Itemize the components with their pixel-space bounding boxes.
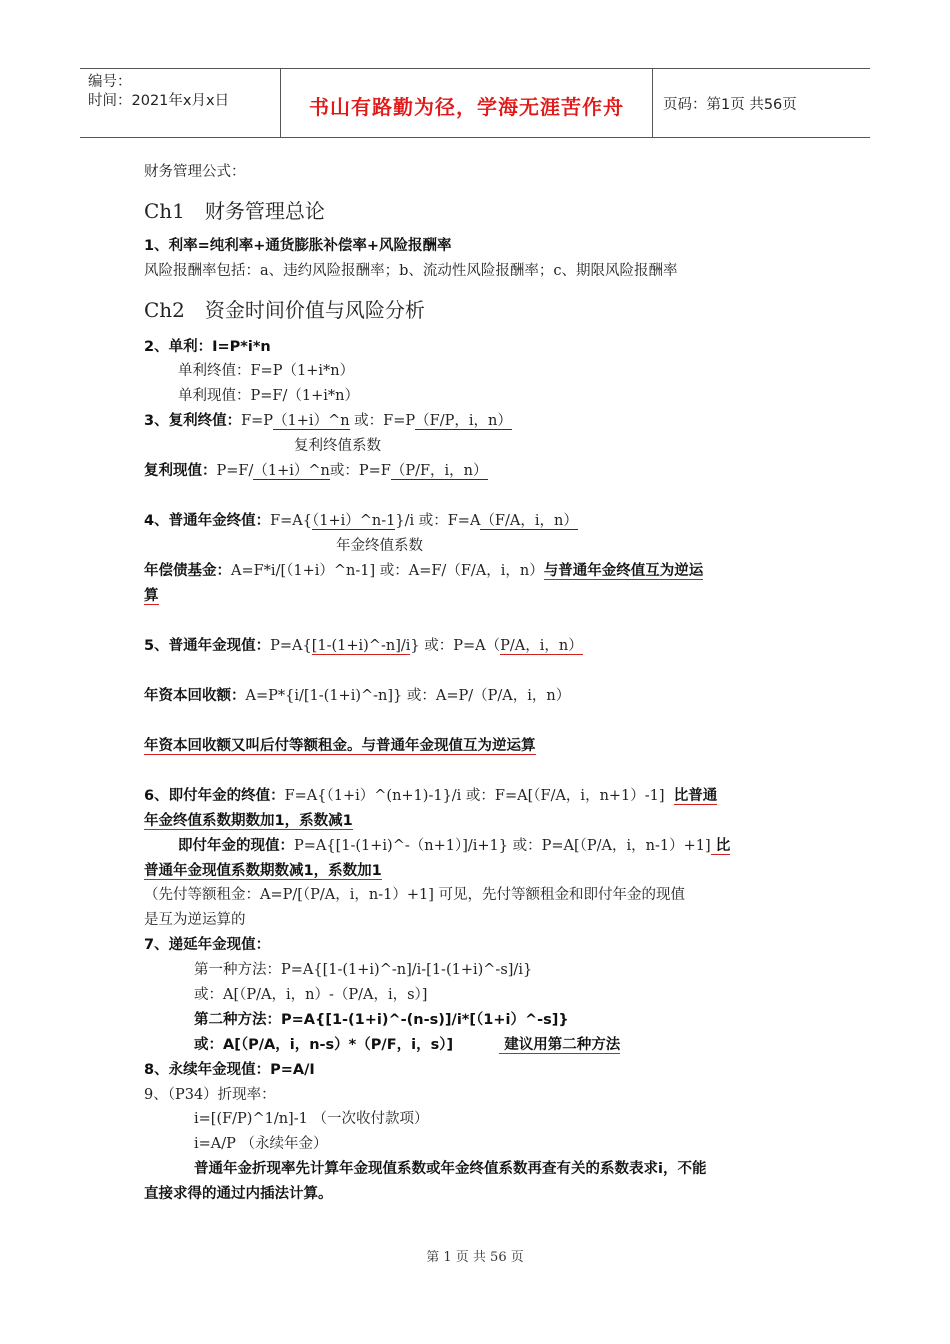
formula-heading: 7、递延年金现值： bbox=[144, 937, 271, 953]
text-line: 普通年金折现率先计算年金现值系数或年金终值系数再查有关的系数表求i，不能 bbox=[194, 1161, 707, 1177]
formula-text: F=A{ bbox=[270, 513, 313, 529]
formula-line bbox=[144, 736, 536, 756]
formula-line bbox=[144, 561, 703, 581]
underlined-term: [1-(1+i)^-n]/i bbox=[311, 638, 411, 654]
underlined-term: P/A，i，n） bbox=[500, 638, 583, 654]
formula-line bbox=[144, 811, 353, 831]
formula-text: } 或：P=A（ bbox=[410, 638, 501, 654]
formula-label: 3、复利终值： bbox=[144, 413, 242, 429]
underlined-term: （P/F，i，n） bbox=[390, 463, 488, 479]
formula-line bbox=[144, 686, 570, 706]
text-line: 9、（P34）折现率： bbox=[144, 1087, 276, 1103]
formula-line: 第一种方法：P=A{[1-(1+i)^-n]/i-[1-(1+i)^-s]/i} bbox=[194, 962, 533, 978]
formula-text: 或：F=P bbox=[349, 413, 416, 429]
header-page-info: 页码：第1页 共56页 bbox=[663, 97, 797, 113]
formula-label: 即付年金的现值： bbox=[178, 838, 294, 854]
formula-line bbox=[144, 586, 159, 606]
formula-text: }/i 或：F=A bbox=[395, 513, 481, 529]
formula-line bbox=[144, 861, 382, 881]
formula-text: P=F/ bbox=[216, 463, 254, 479]
highlighted-note: 与普通年金终值互为逆运 bbox=[543, 563, 704, 579]
highlighted-note: 年金终值系数期数加1，系数减1 bbox=[144, 813, 353, 829]
formula-text: 或：P=F bbox=[329, 463, 391, 479]
highlighted-note: 建议用第二种方法 bbox=[499, 1037, 621, 1053]
text-line: 直接求得的通过内插法计算。 bbox=[144, 1186, 333, 1202]
formula-label: 5、普通年金现值： bbox=[144, 638, 271, 654]
formula-label: 年资本回收额： bbox=[144, 688, 246, 704]
underlined-term: （1+i）^n bbox=[273, 413, 350, 429]
chapter-heading: Ch1 财务管理总论 bbox=[144, 199, 325, 223]
underlined-term: （1+i）^n bbox=[253, 463, 330, 479]
formula-heading: 8、永续年金现值：P=A/I bbox=[144, 1062, 315, 1078]
formula-line: 单利现值：P=F/（1+i*n） bbox=[178, 388, 359, 404]
text-line: 是互为逆运算的 bbox=[144, 912, 246, 928]
number-label: 编号： bbox=[88, 74, 132, 90]
header-motto: 书山有路勤为径，学海无涯苦作舟 bbox=[309, 95, 624, 119]
formula-text: A=F*i/[（1+i）^n-1] 或：A=F/（F/A，i，n） bbox=[231, 563, 544, 579]
underlined-term: （F/A，i，n） bbox=[480, 513, 578, 529]
document-header bbox=[80, 68, 870, 138]
highlighted-note: 比 bbox=[710, 838, 731, 854]
formula-line bbox=[144, 786, 717, 806]
text-line: 风险报酬率包括：a、违约风险报酬率；b、流动性风险报酬率；c、期限风险报酬率 bbox=[144, 263, 678, 279]
formula-text: P=A{[1-(1+i)^-（n+1）]/i+1} 或：P=A[（P/A，i，n-1）+1] bbox=[294, 838, 711, 854]
doc-title: 财务管理公式： bbox=[144, 164, 246, 180]
formula-label: 6、即付年金的终值： bbox=[144, 788, 285, 804]
coefficient-label: 复利终值系数 bbox=[294, 438, 381, 454]
formula-line: 单利终值：F=P（1+i*n） bbox=[178, 363, 355, 379]
header-meta bbox=[88, 73, 278, 111]
formula-line: i=A/P （永续年金） bbox=[194, 1136, 328, 1152]
formula-line: i=[(F/P)^1/n]-1 （一次收付款项） bbox=[194, 1111, 429, 1127]
formula-text: A=P*{i/[1-(1+i)^-n]} 或：A=P/（P/A，i，n） bbox=[245, 688, 571, 704]
text-line: （先付等额租金：A=P/[（P/A，i，n-1）+1] 可见，先付等额租金和即付年金的现值 bbox=[144, 887, 686, 903]
page-footer: 第 1 页 共 56 页 bbox=[426, 1250, 524, 1265]
formula-label: 年偿债基金： bbox=[144, 563, 231, 579]
formula-line bbox=[144, 461, 488, 481]
coefficient-label: 年金终值系数 bbox=[336, 538, 423, 554]
formula-line bbox=[144, 411, 512, 431]
formula-label: 复利现值： bbox=[144, 463, 217, 479]
formula-line: 或：A[（P/A，i，n）-（P/A，i，s）] bbox=[194, 987, 428, 1003]
formula-line bbox=[194, 1035, 620, 1055]
header-divider bbox=[652, 69, 653, 137]
formula-heading: 1、利率=纯利率+通货膨胀补偿率+风险报酬率 bbox=[144, 238, 452, 254]
formula-line bbox=[144, 636, 583, 656]
chapter-heading: Ch2 资金时间价值与风险分析 bbox=[144, 298, 425, 322]
highlighted-note: 普通年金现值系数期数减1，系数加1 bbox=[144, 863, 382, 879]
formula-text: F=A{（1+i）^(n+1)-1}/i 或：F=A[（F/A，i，n+1）-1] bbox=[284, 788, 665, 804]
formula-label: 4、普通年金终值： bbox=[144, 513, 271, 529]
formula-text: 或：A[（P/A，i，n-s）*（P/F，i，s）] bbox=[194, 1037, 454, 1053]
formula-text: F=P bbox=[241, 413, 274, 429]
formula-line bbox=[144, 511, 578, 531]
underlined-term: （F/P，i，n） bbox=[415, 413, 512, 429]
time-label: 时间：2021年x月x日 bbox=[88, 93, 230, 109]
highlighted-note: 年资本回收额又叫后付等额租金。与普通年金现值互为逆运算 bbox=[144, 738, 536, 754]
highlighted-note: 算 bbox=[144, 588, 159, 604]
formula-line bbox=[178, 836, 730, 856]
highlighted-note: 比普通 bbox=[673, 788, 718, 804]
underlined-term: （1+i）^n-1 bbox=[312, 513, 396, 529]
formula-line: 第二种方法：P=A{[1-(1+i)^-(n-s)]/i*[（1+i）^-s]} bbox=[194, 1012, 569, 1028]
formula-text: P=A{ bbox=[270, 638, 312, 654]
formula-heading: 2、单利：I=P*i*n bbox=[144, 339, 271, 355]
